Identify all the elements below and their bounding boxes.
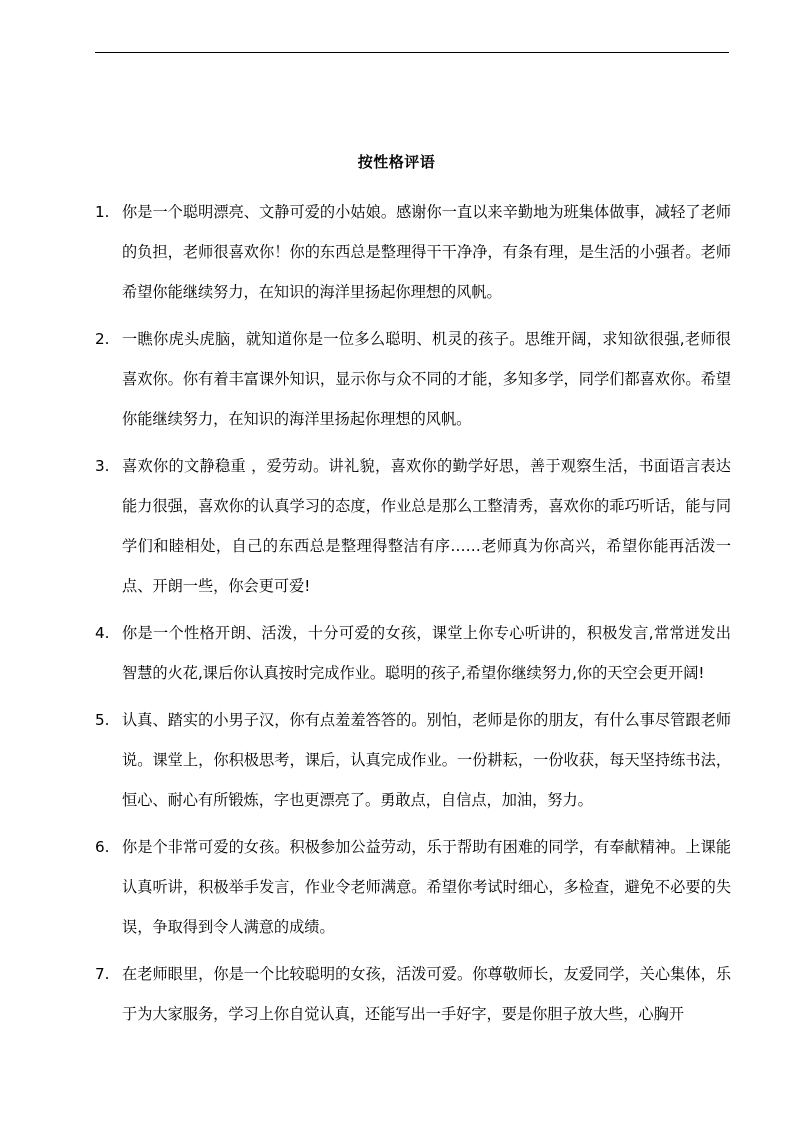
comment-item-6 bbox=[95, 827, 731, 947]
item-number: 2. bbox=[95, 330, 110, 348]
item-number: 1. bbox=[95, 203, 110, 221]
item-number: 6. bbox=[95, 838, 110, 856]
item-text: 你是一个性格开朗、活泼，十分可爱的女孩，课堂上你专心听讲的，积极发言,常常迸发出智慧的火花,课后你认真按时完成作业。聪明的孩子,希望你继续努力,你的天空会更开阔! bbox=[122, 624, 731, 682]
comment-item-7 bbox=[95, 954, 731, 1034]
comment-item-4 bbox=[95, 613, 731, 693]
header-rule bbox=[95, 52, 729, 53]
item-number: 7. bbox=[95, 965, 110, 983]
comment-item-3 bbox=[95, 446, 731, 606]
comment-item-1 bbox=[95, 192, 731, 312]
item-number: 5. bbox=[95, 711, 110, 729]
item-text: 你是个非常可爱的女孩。积极参加公益劳动，乐于帮助有困难的同学，有奉献精神。上课能认真听讲，积极举手发言，作业令老师满意。希望你考试时细心，多检查，避免不必要的失误，争取得到令人满意的成绩。 bbox=[122, 838, 731, 936]
comment-item-5 bbox=[95, 700, 731, 820]
item-text: 在老师眼里，你是一个比较聪明的女孩，活泼可爱。你尊敬师长，友爱同学，关心集体，乐于为大家服务，学习上你自觉认真，还能写出一手好字，要是你胆子放大些，心胸开 bbox=[122, 965, 731, 1023]
item-number: 3. bbox=[95, 457, 110, 475]
comment-list bbox=[95, 192, 731, 1041]
document-title: 按性格评语 bbox=[357, 153, 436, 171]
item-text: 认真、踏实的小男子汉，你有点羞羞答答的。别怕，老师是你的朋友，有什么事尽管跟老师说。课堂上，你积极思考，课后，认真完成作业。一份耕耘，一份收获，每天坚持练书法，恒心、耐心有所锻炼，字也更漂亮了。勇敢点，自信点，加油，努力。 bbox=[122, 711, 731, 809]
comment-item-2 bbox=[95, 319, 731, 439]
item-number: 4. bbox=[95, 624, 110, 642]
item-text: 喜欢你的文静稳重 ，爱劳动。讲礼貌，喜欢你的勤学好思，善于观察生活，书面语言表达能力很强，喜欢你的认真学习的态度，作业总是那么工整清秀，喜欢你的乖巧听话，能与同学们和睦相处，自己的东西总是整理得整洁有序……老师真为你高兴，希望你能再活泼一点、开朗一些，你会更可爱! bbox=[122, 457, 731, 595]
item-text: 你是一个聪明漂亮、文静可爱的小姑娘。感谢你一直以来辛勤地为班集体做事，减轻了老师的负担，老师很喜欢你！你的东西总是整理得干干净净，有条有理，是生活的小强者。老师希望你能继续努力，在知识的海洋里扬起你理想的风帆。 bbox=[122, 203, 731, 301]
item-text: 一瞧你虎头虎脑，就知道你是一位多么聪明、机灵的孩子。思维开阔，求知欲很强,老师很喜欢你。你有着丰富课外知识，显示你与众不同的才能，多知多学，同学们都喜欢你。希望你能继续努力，在知识的海洋里扬起你理想的风帆。 bbox=[122, 330, 731, 428]
